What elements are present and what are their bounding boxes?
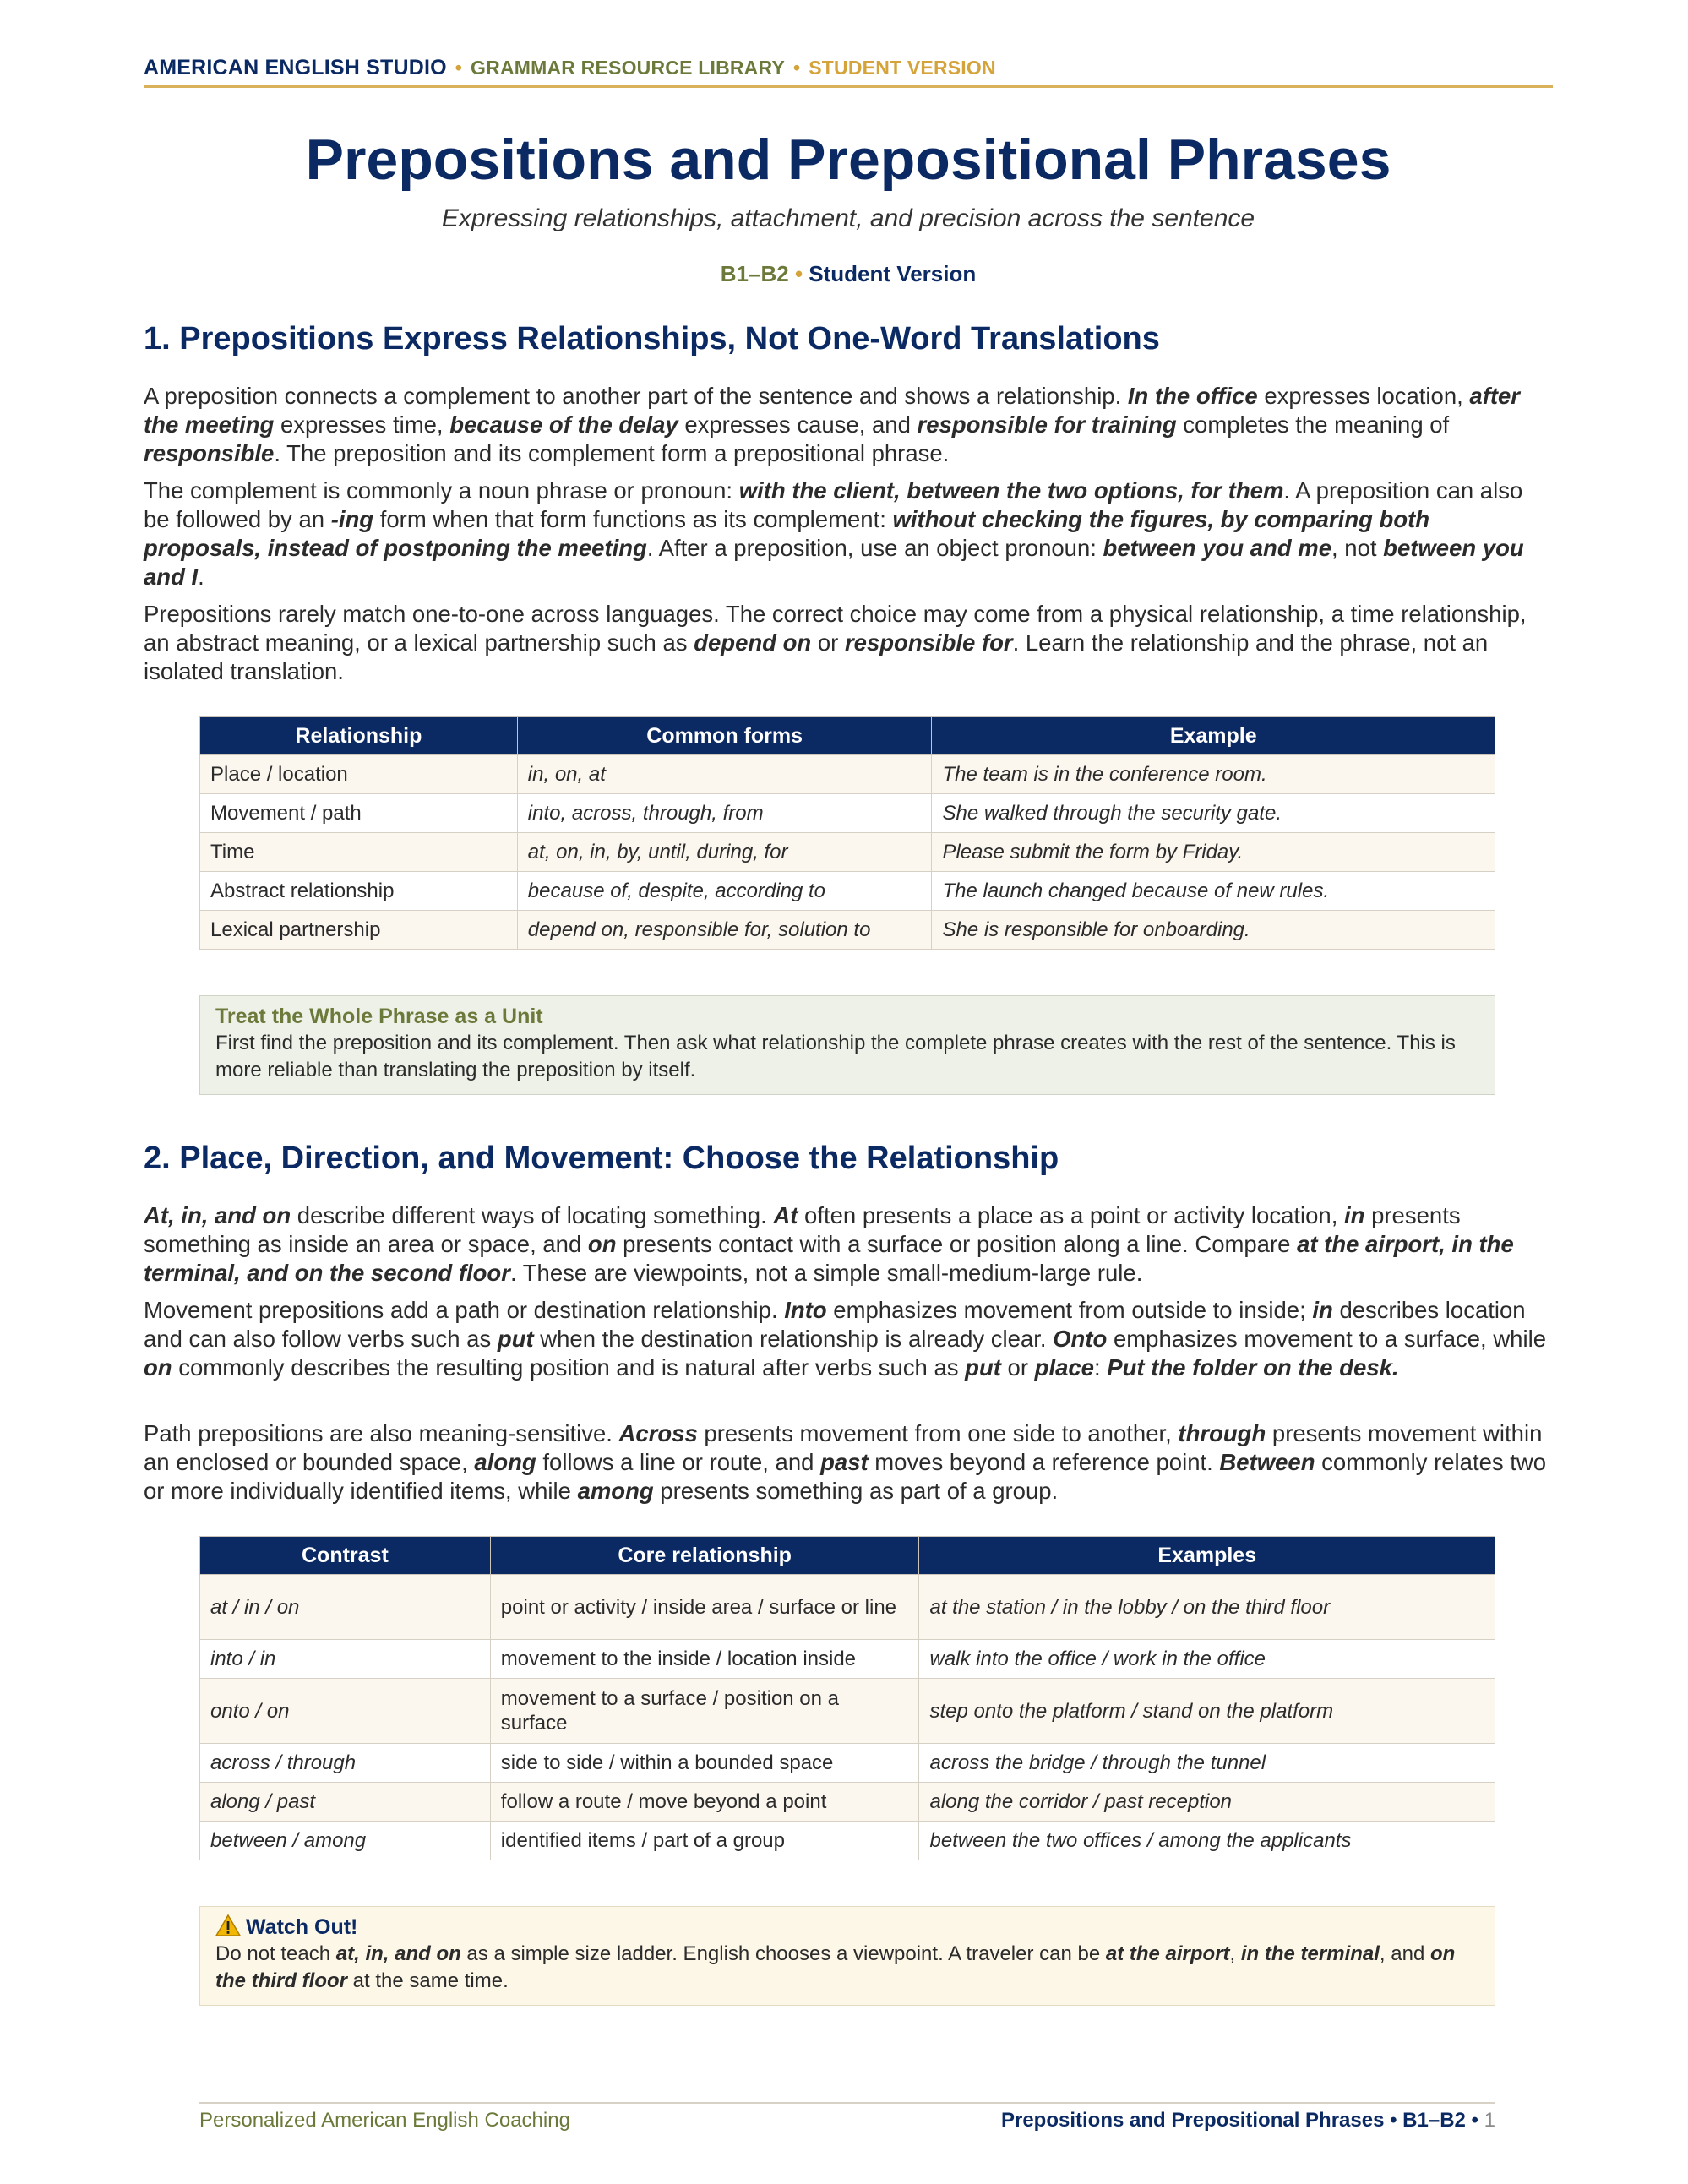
section-1-paragraph-3: Prepositions rarely match one-to-one across languages. The correct choice may come from a physical relationship, a time relationship, an abstract meaning, or a lexical partnership such as depend on or responsible for. Learn the relationship and the phrase, not an isolated translation. [144, 601, 1527, 684]
section-2-paragraph-3: Path prepositions are also meaning-sensitive. Across presents movement from one side to another, through presents movement within an enclosed or bounded space, along follows a line or route, and past moves beyond a reference point. Between commonly relates two or more individually identified items, while among presents something as part of a group. [144, 1420, 1547, 1504]
footer-rule [199, 2102, 1495, 2104]
section-2-paragraph-1: At, in, and on describe different ways of locating something. At often presents a place as a point or activity location, in presents something as inside an area or space, and on presents contact with a surface or position along a line. Compare at the airport, in the terminal, and on the second floor. These are viewpoints, not a simple small-medium-large rule. [144, 1202, 1514, 1286]
table-row [200, 1575, 1495, 1640]
warning-title-line [215, 1914, 1479, 1941]
level-separator: • [794, 261, 803, 286]
table-cell: between the two offices / among the applicants [919, 1822, 1495, 1860]
table-cell: at, on, in, by, until, during, for [517, 833, 932, 872]
table-cell: follow a route / move beyond a point [490, 1783, 919, 1822]
relationship-table [199, 716, 1495, 950]
table-cell: walk into the office / work in the office [919, 1640, 1495, 1679]
table-cell: along the corridor / past reception [919, 1783, 1495, 1822]
page-number: 1 [1484, 2109, 1495, 2132]
table-cell: across / through [200, 1744, 491, 1783]
table-cell: between / among [200, 1822, 491, 1860]
table-cell: Movement / path [200, 794, 518, 833]
table-cell: into / in [200, 1640, 491, 1679]
table-cell: She is responsible for onboarding. [932, 911, 1495, 950]
table-row [200, 1640, 1495, 1679]
table-cell: She walked through the security gate. [932, 794, 1495, 833]
header-separator: • [793, 57, 801, 79]
table-cell: Time [200, 833, 518, 872]
table-header-row [200, 1537, 1495, 1575]
tip-text: First find the preposition and its complement. Then ask what relationship the complete phrase creates with the rest of the sentence. This is more reliable than translating the preposition by itself. [215, 1032, 1456, 1081]
column-header: Examples [919, 1537, 1495, 1575]
contrast-table [199, 1536, 1495, 1860]
footer-right [1001, 2109, 1495, 2132]
table-row [200, 1679, 1495, 1744]
table-cell: into, across, through, from [517, 794, 932, 833]
tip-box [199, 995, 1495, 1095]
table-row [200, 1744, 1495, 1783]
section-1-paragraph-2: The complement is commonly a noun phrase or pronoun: with the client, between the two options, for them. A preposition can also be followed by an -ing form when that form functions as its complement: without checking the figures, by comparing both proposals, instead of postponing the meeting. After a preposition, use an object pronoun: between you and me, not between you and I. [144, 477, 1524, 590]
table-row [200, 1783, 1495, 1822]
warning-text: Do not teach at, in, and on as a simple size ladder. English chooses a viewpoint. A traveler can be at the airport, in the terminal, and on the third floor at the same time. [215, 1942, 1456, 1992]
table-cell: at / in / on [200, 1575, 491, 1640]
table-cell: in, on, at [517, 755, 932, 794]
table-cell: side to side / within a bounded space [490, 1744, 919, 1783]
table-cell: across the bridge / through the tunnel [919, 1744, 1495, 1783]
table-row [200, 911, 1495, 950]
table-cell: The launch changed because of new rules. [932, 872, 1495, 911]
table-cell: because of, despite, according to [517, 872, 932, 911]
table-row [200, 833, 1495, 872]
table-cell: onto / on [200, 1679, 491, 1744]
level-label: Student Version [809, 261, 977, 286]
column-header: Example [932, 717, 1495, 755]
table-cell: Please submit the form by Friday. [932, 833, 1495, 872]
column-header: Relationship [200, 717, 518, 755]
header-version: STUDENT VERSION [809, 57, 996, 79]
tip-title: Treat the Whole Phrase as a Unit [215, 1005, 543, 1028]
section-2-paragraph-2: Movement prepositions add a path or destination relationship. Into emphasizes movement from outside to inside; in describes location and can also follow verbs such as put when the destination relationship is already clear. Onto emphasizes movement to a surface, while on commonly describes the resulting position and is natural after verbs such as put or place: Put the folder on the desk. [144, 1297, 1546, 1381]
table-cell: movement to a surface / position on a surface [490, 1679, 919, 1744]
table-row [200, 872, 1495, 911]
table-row [200, 1822, 1495, 1860]
table-cell: along / past [200, 1783, 491, 1822]
column-header: Common forms [517, 717, 932, 755]
footer-left: Personalized American English Coaching [199, 2109, 570, 2132]
table-header-row [200, 717, 1495, 755]
table-row [200, 794, 1495, 833]
page-subtitle: Expressing relationships, attachment, and precision across the sentence [441, 204, 1255, 232]
level-range: B1–B2 [720, 261, 789, 286]
table-cell: point or activity / inside area / surface or line [490, 1575, 919, 1640]
running-header [144, 56, 1553, 80]
warning-icon [215, 1914, 241, 1936]
section-1-paragraph-1: A preposition connects a complement to another part of the sentence and shows a relationship. In the office expresses location, after the meeting expresses time, because of the delay expresses cause, and responsible for training completes the meaning of responsible. The preposition and its complement form a prepositional phrase. [144, 383, 1521, 466]
warning-box [199, 1906, 1495, 2006]
column-header: Core relationship [490, 1537, 919, 1575]
table-cell: depend on, responsible for, solution to [517, 911, 932, 950]
table-cell: Place / location [200, 755, 518, 794]
page-title: Prepositions and Prepositional Phrases [305, 128, 1391, 192]
column-header: Contrast [200, 1537, 491, 1575]
table-cell: The team is in the conference room. [932, 755, 1495, 794]
header-org: AMERICAN ENGLISH STUDIO [144, 56, 447, 79]
table-cell: movement to the inside / location inside [490, 1640, 919, 1679]
table-row [200, 755, 1495, 794]
warning-title: Watch Out! [246, 1915, 358, 1939]
section-1-heading: 1. Prepositions Express Relationships, Not One-Word Translations [144, 321, 1160, 357]
section-2-heading: 2. Place, Direction, and Movement: Choose the Relationship [144, 1141, 1059, 1176]
header-rule [144, 85, 1553, 88]
table-cell: step onto the platform / stand on the platform [919, 1679, 1495, 1744]
table-cell: at the station / in the lobby / on the third floor [919, 1575, 1495, 1640]
footer-title: Prepositions and Prepositional Phrases • B1–B2 • [1000, 2109, 1478, 2132]
table-cell: identified items / part of a group [490, 1822, 919, 1860]
table-cell: Lexical partnership [200, 911, 518, 950]
header-library: GRAMMAR RESOURCE LIBRARY [471, 57, 785, 79]
header-separator: • [455, 57, 463, 79]
level-line [144, 261, 1553, 287]
table-cell: Abstract relationship [200, 872, 518, 911]
